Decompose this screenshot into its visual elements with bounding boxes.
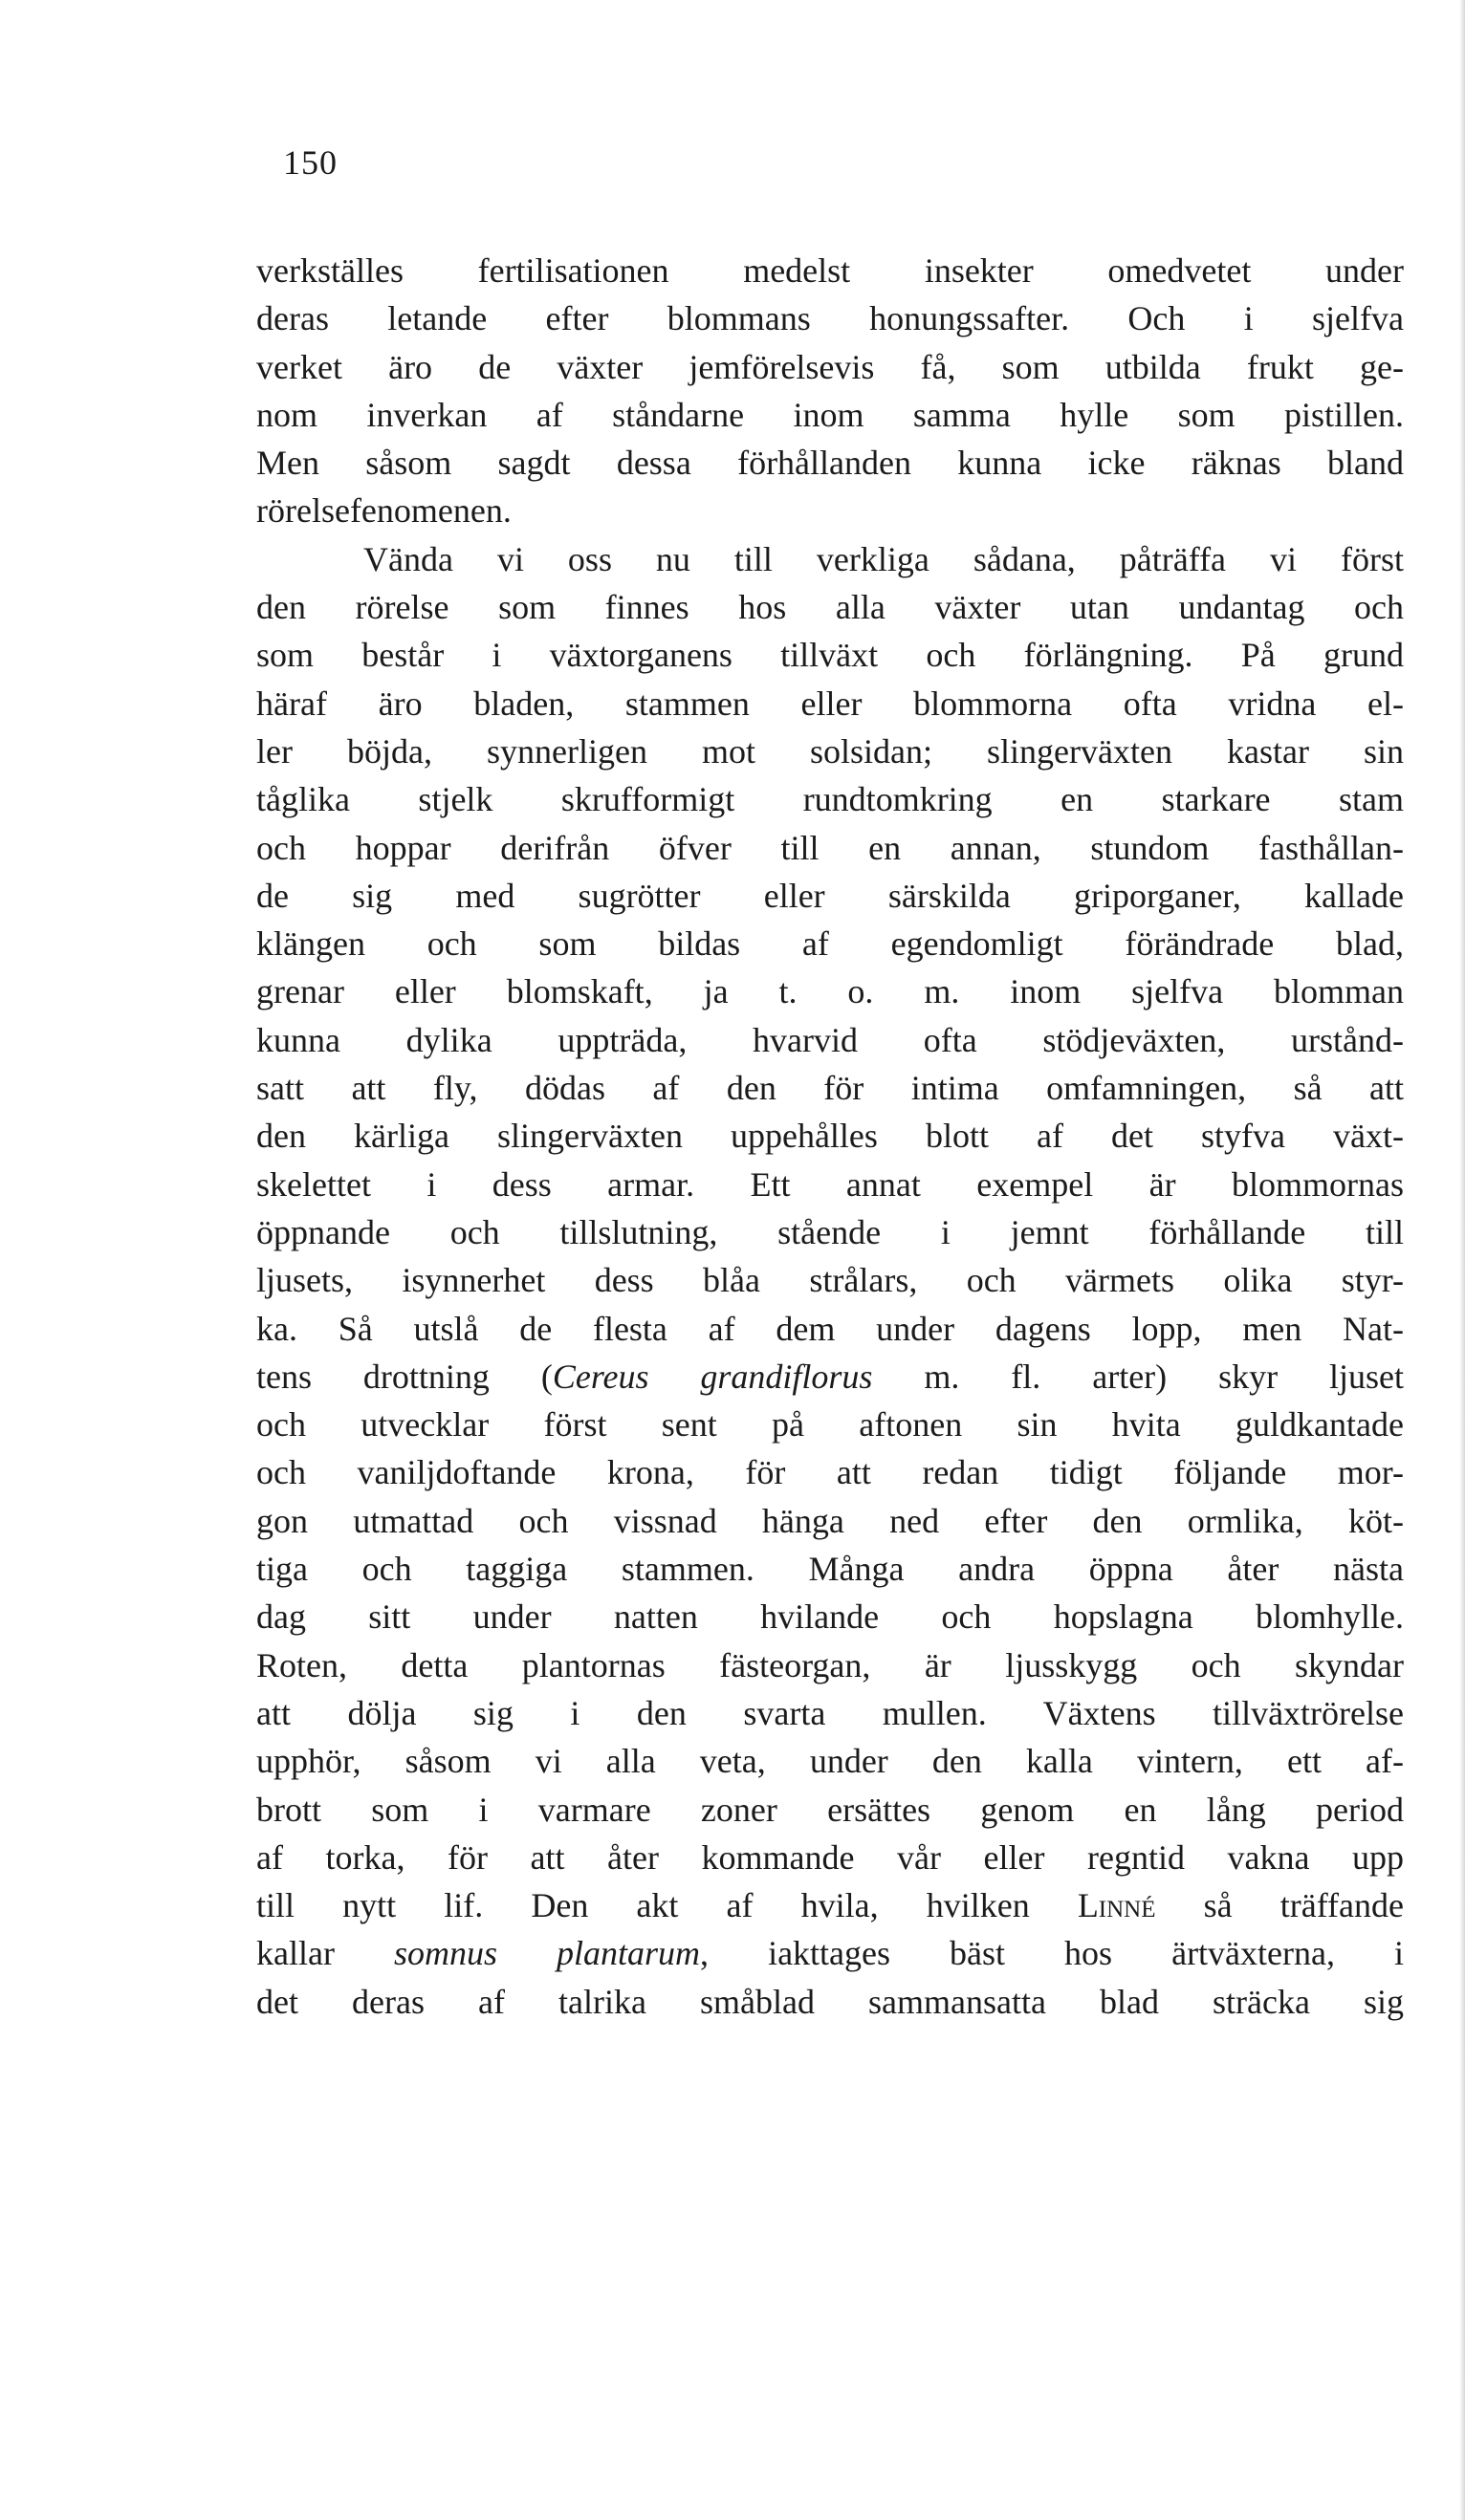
text-line: ljusets, isynnerhet dess blåa strålars, och värmets olika styr- [256, 1261, 1404, 1300]
text-line: brott som i varmare zoner ersättes genom en lång period [256, 1790, 1404, 1829]
text-line: dag sitt under natten hvilande och hopslagna blomhylle. [256, 1597, 1404, 1637]
text-line: ka. Så utslå de flesta af dem under dagens lopp, men Nat- [256, 1309, 1404, 1348]
text-line: Men såsom sagdt dessa förhållanden kunna icke räknas bland [256, 444, 1404, 483]
text-line: nom inverkan af ståndarne inom samma hylle som pistillen. [256, 395, 1404, 434]
text-line: och utvecklar först sent på aftonen sin hvita guldkantade [256, 1405, 1404, 1445]
text-run: till nytt lif. Den akt af hvila, hvilken [256, 1886, 1078, 1925]
latin-term: somnus plantarum [393, 1934, 701, 1973]
text-line: och hoppar derifrån öfver till en annan, stundom fasthållan- [256, 828, 1404, 867]
text-line [256, 1881, 1404, 1929]
text-line [256, 1929, 1404, 1977]
text-line: satt att fly, dödas af den för intima omfamningen, så att [256, 1069, 1404, 1108]
text-line: deras letande efter blommans honungssafter. Och i sjelfva [256, 299, 1404, 338]
text-line: Vända vi oss nu till verkliga sådana, påträffa vi först [363, 539, 1404, 578]
text-line: verkställes fertilisationen medelst insekter omedvetet under [256, 251, 1404, 290]
text-line: häraf äro bladen, stammen eller blommorna ofta vridna el- [256, 684, 1404, 723]
text-line: skelettet i dess armar. Ett annat exempel är blommornas [256, 1164, 1404, 1204]
text-line: klängen och som bildas af egendomligt förändrade blad, [256, 924, 1404, 964]
text-line: den rörelse som finnes hos alla växter utan undantag och [256, 588, 1404, 627]
author-name: Linné [1077, 1886, 1156, 1925]
text-run: tens drottning ( [256, 1357, 553, 1396]
text-run: m. fl. arter) skyr ljuset [872, 1357, 1404, 1396]
body-text [256, 247, 1404, 2026]
text-line: de sig med sugrötter eller särskilda griporganer, kallade [256, 876, 1404, 915]
text-line: att dölja sig i den svarta mullen. Växtens tillväxtrörelse [256, 1693, 1404, 1732]
text-line [256, 1353, 1404, 1401]
text-line: tiga och taggiga stammen. Många andra öppna åter nästa [256, 1550, 1404, 1589]
text-run: , iakttages bäst hos ärtväxterna, i [700, 1934, 1405, 1973]
species-name: Cereus grandiflorus [552, 1357, 873, 1396]
text-line: grenar eller blomskaft, ja t. o. m. inom sjelfva blomman [256, 972, 1404, 1011]
text-line: den kärliga slingerväxten uppehålles blott af det styfva växt- [256, 1117, 1404, 1156]
page-edge-shadow [1459, 0, 1465, 2520]
text-line: Roten, detta plantornas fästeorgan, är ljusskygg och skyndar [256, 1645, 1404, 1684]
text-line: tåglika stjelk skrufformigt rundtomkring en starkare stam [256, 780, 1404, 819]
text-line: rörelsefenomenen. [256, 491, 512, 531]
text-line: det deras af talrika småblad sammansatta blad sträcka sig [256, 1982, 1404, 2021]
text-run: så träffande [1155, 1886, 1404, 1925]
text-line: af torka, för att åter kommande vår eller regntid vakna upp [256, 1837, 1404, 1877]
text-line: verket äro de växter jemförelsevis få, som utbilda frukt ge- [256, 347, 1404, 386]
text-run: kallar [256, 1934, 394, 1973]
text-line: som består i växtorganens tillväxt och förlängning. På grund [256, 636, 1404, 675]
text-line: öppnande och tillslutning, stående i jemnt förhållande till [256, 1212, 1404, 1251]
text-line: ler böjda, synnerligen mot solsidan; slingerväxten kastar sin [256, 731, 1404, 771]
text-line: upphör, såsom vi alla veta, under den kalla vintern, ett af- [256, 1742, 1404, 1781]
text-line: och vaniljdoftande krona, för att redan tidigt följande mor- [256, 1453, 1404, 1492]
text-line: kunna dylika uppträda, hvarvid ofta stödjeväxten, urstånd- [256, 1020, 1404, 1059]
page-number: 150 [283, 143, 338, 182]
text-line: gon utmattad och vissnad hänga ned efter den ormlika, köt- [256, 1501, 1404, 1540]
